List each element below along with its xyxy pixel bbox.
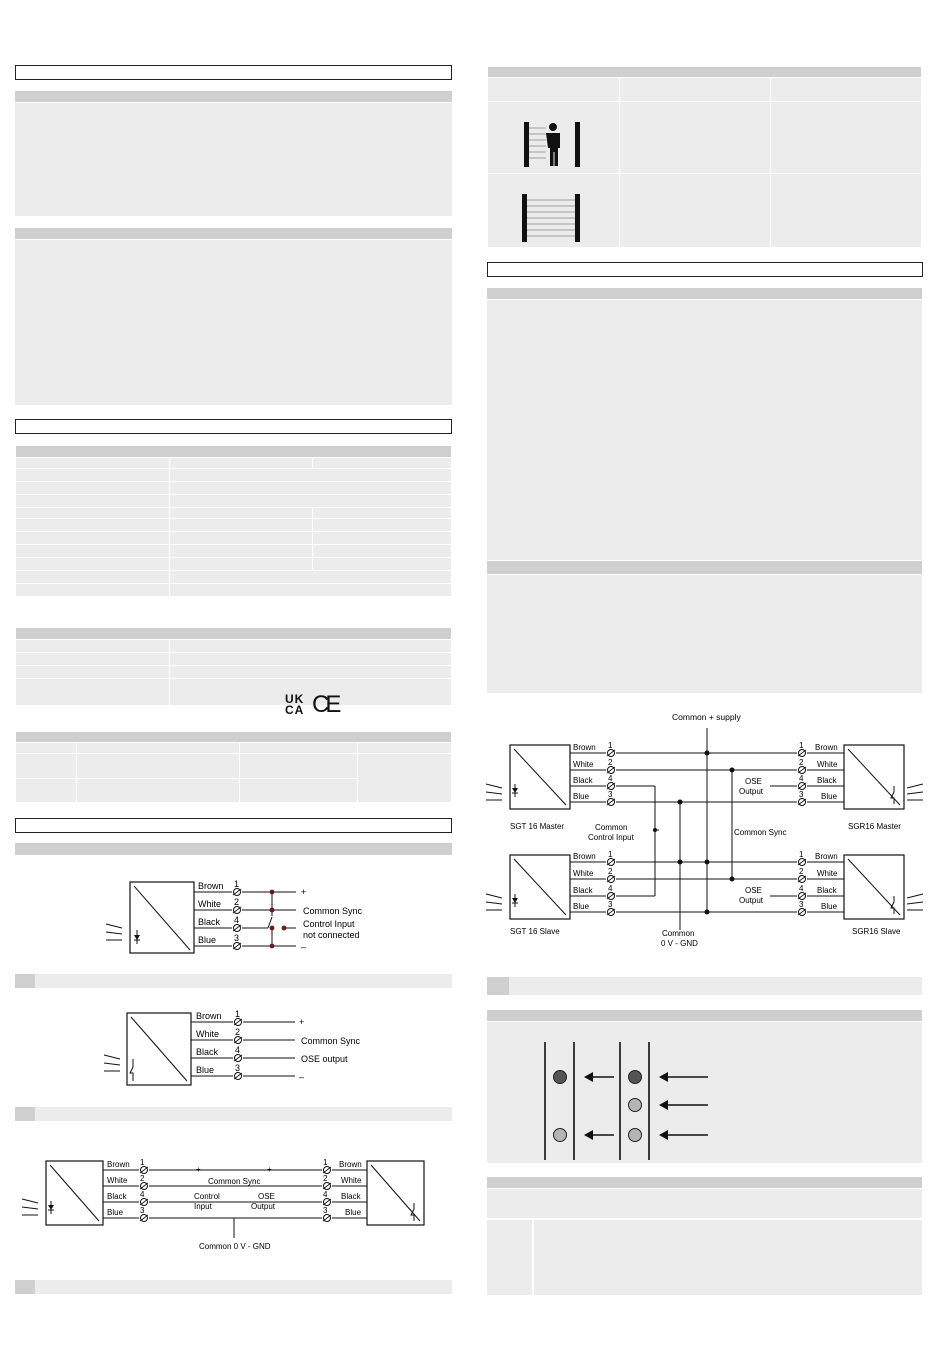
signal-input: Input	[194, 1202, 212, 1211]
section-header-2	[15, 419, 452, 434]
sgt-master-block	[510, 745, 570, 809]
pin-number: 4	[608, 774, 613, 783]
device-label-sgt-master: SGT 16 Master	[510, 822, 565, 831]
ukca-mark-ca: CA	[285, 703, 305, 717]
master-slave-wiring-diagram	[482, 708, 927, 953]
wire-label: Blue	[821, 902, 838, 911]
caption-bar-4	[487, 977, 922, 995]
caption-bar-1	[15, 974, 452, 988]
pin-number: 3	[608, 900, 613, 909]
spec-table-3	[15, 731, 452, 803]
pin-number: 1	[799, 850, 804, 859]
wire-label: Brown	[815, 743, 838, 752]
signal-plus: +	[299, 1017, 305, 1027]
spec-table-2	[15, 627, 452, 706]
pin-number: 2	[140, 1174, 145, 1183]
pin-number: 4	[799, 774, 804, 783]
pin-number: 4	[140, 1190, 145, 1199]
pin-number: 2	[234, 897, 240, 907]
signal-control: Control	[194, 1192, 220, 1201]
wire-label: Brown	[107, 1160, 130, 1169]
wire-label: White	[817, 760, 838, 769]
light-curtain-person-icon	[522, 120, 582, 170]
led-panel-header	[487, 1010, 922, 1021]
signal-plus: +	[196, 1165, 201, 1174]
pin-number: 1	[140, 1158, 145, 1167]
pin-number: 4	[234, 915, 240, 925]
wire-label: Black	[107, 1192, 127, 1201]
pin-number: 4	[235, 1045, 241, 1055]
signal-common-0v-gnd: Common 0 V - GND	[199, 1242, 271, 1251]
pin-number: 1	[323, 1158, 328, 1167]
pin-number: 4	[323, 1190, 328, 1199]
signal-common: Common	[662, 929, 695, 938]
wire-label: White	[198, 899, 222, 909]
signal-common-sync: Common Sync	[303, 906, 363, 916]
light-emission-icon	[106, 924, 122, 940]
signal-ose: OSE	[745, 777, 762, 786]
signal-0v-gnd: 0 V - GND	[661, 939, 698, 948]
pin-number: 2	[235, 1027, 241, 1037]
receiver-block	[367, 1161, 424, 1225]
device-label-sgr-master: SGR16 Master	[848, 822, 901, 831]
receiver-wiring-diagram	[100, 1003, 380, 1093]
light-reception-icon	[104, 1055, 120, 1071]
pin-number: 4	[608, 884, 613, 893]
pin-number: 3	[799, 900, 804, 909]
pin-number: 2	[608, 758, 613, 767]
wire-label: Blue	[573, 902, 590, 911]
signal-common-sync: Common Sync	[208, 1177, 261, 1186]
panel-3-body	[487, 300, 922, 560]
pin-number: 1	[235, 1009, 241, 1019]
transmitter-block	[130, 882, 194, 953]
sgr-master-block	[844, 745, 904, 809]
led-indicator	[554, 1071, 567, 1084]
wire-label: White	[196, 1029, 220, 1039]
wire-label: Black	[817, 886, 837, 895]
signal-common-control-input: Common	[595, 823, 628, 832]
ukca-mark-uk: UK	[285, 692, 305, 706]
light-curtain-icon	[520, 192, 584, 244]
panel-1-body	[15, 103, 452, 216]
led-indicator-diagram	[540, 1040, 720, 1162]
panel-4-header	[487, 561, 922, 574]
signal-output: Output	[739, 896, 764, 905]
signal-common-control-input: Control Input	[588, 833, 634, 842]
wire-label: White	[573, 869, 594, 878]
wire-label: White	[573, 760, 594, 769]
caption-square-2	[15, 1107, 35, 1121]
caption-square-4	[487, 977, 509, 995]
sgt-slave-block	[510, 855, 570, 919]
signal-ose-output: OSE output	[301, 1054, 348, 1064]
pin-number: 3	[323, 1206, 328, 1215]
pin-number: 3	[608, 790, 613, 799]
wire-label: Black	[198, 917, 221, 927]
signal-ose: OSE	[258, 1192, 275, 1201]
transmitter-wiring-diagram	[100, 872, 380, 962]
panel-2-body	[15, 240, 452, 405]
wire-label: Brown	[339, 1160, 362, 1169]
wire-label: Blue	[198, 935, 217, 945]
pin-number: 1	[608, 741, 613, 750]
led-indicator	[554, 1129, 567, 1142]
signal-common-sync: Common Sync	[301, 1036, 361, 1046]
wire-label: Brown	[198, 881, 224, 891]
sgr-slave-block	[844, 855, 904, 919]
signal-common-supply: Common + supply	[672, 712, 741, 722]
wire-label: White	[341, 1176, 362, 1185]
panel-3-header	[487, 288, 922, 299]
ukca-mark	[285, 694, 307, 716]
panel-1-header	[15, 91, 452, 102]
wire-label: Brown	[196, 1011, 222, 1021]
wire-label: White	[817, 869, 838, 878]
pin-number: 1	[608, 850, 613, 859]
pin-number: 3	[235, 1063, 241, 1073]
panel-5-cell-left	[487, 1220, 532, 1295]
signal-control-input: Control Input	[303, 919, 355, 929]
wire-label: Brown	[573, 852, 596, 861]
wire-label: White	[107, 1176, 128, 1185]
wire-label: Blue	[107, 1208, 124, 1217]
wire-label: Blue	[573, 792, 590, 801]
signal-output: Output	[739, 787, 764, 796]
diagram-1-header	[15, 843, 452, 855]
wire-label: Black	[196, 1047, 219, 1057]
pin-number: 4	[799, 884, 804, 893]
transmitter-block	[46, 1161, 103, 1225]
device-label-sgt-slave: SGT 16 Slave	[510, 927, 560, 936]
section-header-4	[487, 262, 923, 277]
led-indicator	[629, 1099, 642, 1112]
panel-4-body	[487, 575, 922, 693]
section-header-3	[15, 818, 452, 833]
section-header-1	[15, 65, 452, 80]
caption-square-3	[15, 1280, 35, 1294]
panel-5-subheader	[487, 1189, 922, 1218]
panel-2-header	[15, 228, 452, 239]
ce-mark: CE	[312, 691, 338, 718]
signal-plus: +	[301, 887, 307, 897]
wire-label: Brown	[815, 852, 838, 861]
pin-number: 3	[140, 1206, 145, 1215]
wire-label: Blue	[821, 792, 838, 801]
wire-label: Blue	[196, 1065, 215, 1075]
pin-number: 1	[234, 879, 240, 889]
pin-number: 1	[799, 741, 804, 750]
spec-table-1	[15, 445, 452, 597]
wire-label: Blue	[345, 1208, 362, 1217]
signal-minus: –	[301, 942, 307, 952]
led-indicator	[629, 1071, 642, 1084]
pin-number: 2	[799, 867, 804, 876]
wire-label: Black	[817, 776, 837, 785]
pair-wiring-diagram	[20, 1155, 430, 1255]
led-indicator	[629, 1129, 642, 1142]
signal-plus: +	[267, 1165, 272, 1174]
pin-number: 3	[234, 933, 240, 943]
receiver-block	[127, 1013, 191, 1085]
pin-number: 2	[799, 758, 804, 767]
device-label-sgr-slave: SGR16 Slave	[852, 927, 901, 936]
wire-label: Black	[573, 776, 593, 785]
panel-5-header	[487, 1177, 922, 1188]
pin-number: 3	[799, 790, 804, 799]
caption-square-1	[15, 974, 35, 988]
wire-label: Brown	[573, 743, 596, 752]
signal-minus: –	[299, 1072, 305, 1082]
pin-number: 2	[323, 1174, 328, 1183]
wire-label: Black	[573, 886, 593, 895]
signal-common-sync: Common Sync	[734, 828, 787, 837]
signal-ose: OSE	[745, 886, 762, 895]
signal-output: Output	[251, 1202, 276, 1211]
signal-not-connected: not connected	[303, 930, 360, 940]
panel-5-cell-right	[534, 1220, 922, 1295]
caption-bar-2	[15, 1107, 452, 1121]
caption-bar-3	[15, 1280, 452, 1294]
pin-number: 2	[608, 867, 613, 876]
wire-label: Black	[341, 1192, 361, 1201]
